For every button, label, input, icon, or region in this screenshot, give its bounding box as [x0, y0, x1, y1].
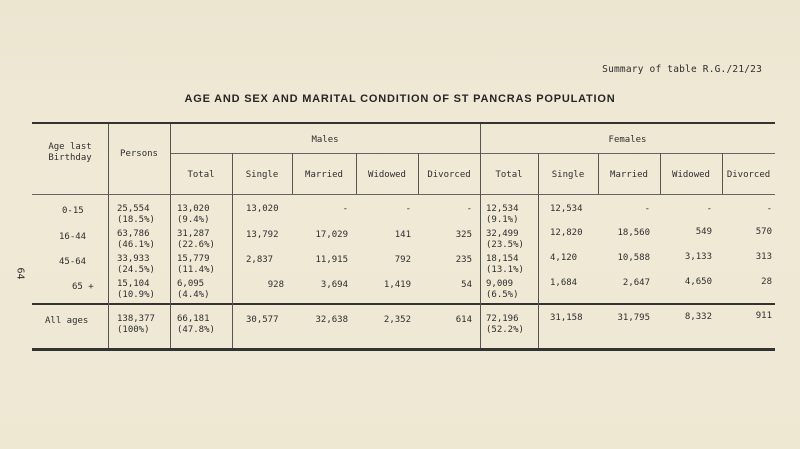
row-age: 16-44 [59, 232, 87, 242]
totals-females-total: 72,196 [486, 314, 519, 324]
row-females-single: 12,534 [550, 204, 583, 214]
row-persons: 15,104 [117, 279, 150, 289]
header-males-single: Single [245, 170, 279, 180]
header-age: Age last Birthday [48, 142, 92, 163]
row-males-divorced: - [466, 204, 472, 214]
header-females: Females [608, 135, 647, 145]
header-males-divorced: Divorced [427, 170, 471, 180]
row-males-single: 2,837 [246, 255, 274, 265]
row-females-married: 2,647 [622, 278, 650, 288]
row-males-total: 15,779 [177, 254, 210, 264]
totals-label: All ages [45, 316, 89, 326]
row-females-total: 12,534 [486, 204, 519, 214]
row-males-married: - [342, 204, 348, 214]
row-females-widowed: 4,650 [684, 277, 712, 287]
header-males-widowed: Widowed [368, 170, 406, 180]
col-divider [538, 153, 539, 348]
row-persons-pct: (46.1%) [117, 240, 155, 250]
totals-females-widowed: 8,332 [684, 312, 712, 322]
totals-females-married: 31,795 [617, 313, 650, 323]
totals-females-single: 31,158 [550, 313, 583, 323]
row-females-divorced: 313 [755, 252, 772, 262]
row-males-widowed: - [405, 204, 411, 214]
row-males-total-pct: (11.4%) [177, 265, 215, 275]
row-females-total: 18,154 [486, 254, 519, 264]
row-persons-pct: (10.9%) [117, 290, 155, 300]
totals-males-single: 30,577 [246, 315, 279, 325]
row-age: 45-64 [59, 257, 87, 267]
totals-females-total-pct: (52.2%) [486, 325, 524, 335]
row-males-married: 17,029 [315, 230, 348, 240]
row-males-total-pct: (4.4%) [177, 290, 210, 300]
row-males-married: 11,915 [315, 255, 348, 265]
totals-males-married: 32,638 [315, 315, 348, 325]
header-males-married: Married [305, 170, 343, 180]
totals-females-divorced: 911 [755, 311, 772, 321]
bleed-through-text [20, 28, 780, 42]
row-females-married: 18,560 [617, 228, 650, 238]
row-males-divorced: 325 [455, 230, 472, 240]
header-females-married: Married [610, 170, 648, 180]
row-males-total: 13,020 [177, 204, 210, 214]
row-males-total-pct: (22.6%) [177, 240, 215, 250]
row-persons: 63,786 [117, 229, 150, 239]
row-females-widowed: - [706, 204, 712, 214]
totals-males-total: 66,181 [177, 314, 210, 324]
header-females-total: Total [495, 170, 523, 180]
row-persons-pct: (24.5%) [117, 265, 155, 275]
row-females-divorced: 570 [755, 227, 772, 237]
row-persons-pct: (18.5%) [117, 215, 155, 225]
row-females-single: 4,120 [550, 253, 578, 263]
row-males-total-pct: (9.4%) [177, 215, 210, 225]
row-males-widowed: 1,419 [383, 280, 411, 290]
row-females-total-pct: (6.5%) [486, 290, 519, 300]
row-females-total: 9,009 [486, 279, 514, 289]
table-top-rule [32, 122, 775, 124]
summary-label: Summary of table R.G./21/23 [602, 64, 762, 75]
totals-persons: 138,377 [117, 314, 155, 324]
totals-males-widowed: 2,352 [383, 315, 411, 325]
row-females-single: 12,820 [550, 228, 583, 238]
row-females-divorced: - [766, 204, 772, 214]
row-age: 0-15 [62, 206, 84, 216]
population-table [32, 122, 775, 350]
header-persons: Persons [120, 149, 158, 159]
group-header-rule [170, 153, 775, 154]
col-divider [170, 124, 171, 348]
row-males-total: 31,287 [177, 229, 210, 239]
totals-males-total-pct: (47.8%) [177, 325, 215, 335]
row-females-married: - [644, 204, 650, 214]
row-persons: 25,554 [117, 204, 150, 214]
col-divider [480, 124, 481, 348]
header-females-single: Single [551, 170, 585, 180]
header-bottom-rule [32, 194, 775, 195]
col-divider [232, 153, 233, 348]
row-persons: 33,933 [117, 254, 150, 264]
row-females-widowed: 3,133 [684, 252, 712, 262]
row-males-divorced: 54 [461, 280, 472, 290]
row-males-total: 6,095 [177, 279, 205, 289]
totals-males-divorced: 614 [455, 315, 472, 325]
table-bottom-rule [32, 348, 775, 351]
row-females-widowed: 549 [695, 227, 712, 237]
row-age: 65 + [72, 282, 94, 292]
totals-rule [32, 303, 775, 305]
header-males-total: Total [187, 170, 215, 180]
row-females-total: 32,499 [486, 229, 519, 239]
header-males: Males [311, 135, 339, 145]
row-males-widowed: 141 [394, 230, 411, 240]
header-females-divorced: Divorced [726, 170, 771, 180]
row-males-single: 13,792 [246, 230, 279, 240]
row-females-total-pct: (9.1%) [486, 215, 519, 225]
row-males-married: 3,694 [320, 280, 348, 290]
row-males-single: 928 [267, 280, 284, 290]
row-males-single: 13,020 [246, 204, 279, 214]
header-females-widowed: Widowed [672, 170, 710, 180]
row-females-single: 1,684 [550, 278, 578, 288]
page-number: 64 [14, 267, 26, 280]
row-males-widowed: 792 [394, 255, 411, 265]
row-females-total-pct: (13.1%) [486, 265, 524, 275]
page-title: AGE AND SEX AND MARITAL CONDITION OF ST PANCRAS POPULATION [184, 93, 616, 105]
totals-persons-pct: (100%) [117, 325, 150, 335]
row-females-divorced: 28 [761, 277, 772, 287]
row-females-total-pct: (23.5%) [486, 240, 524, 250]
row-females-married: 10,588 [617, 253, 650, 263]
row-males-divorced: 235 [455, 255, 472, 265]
